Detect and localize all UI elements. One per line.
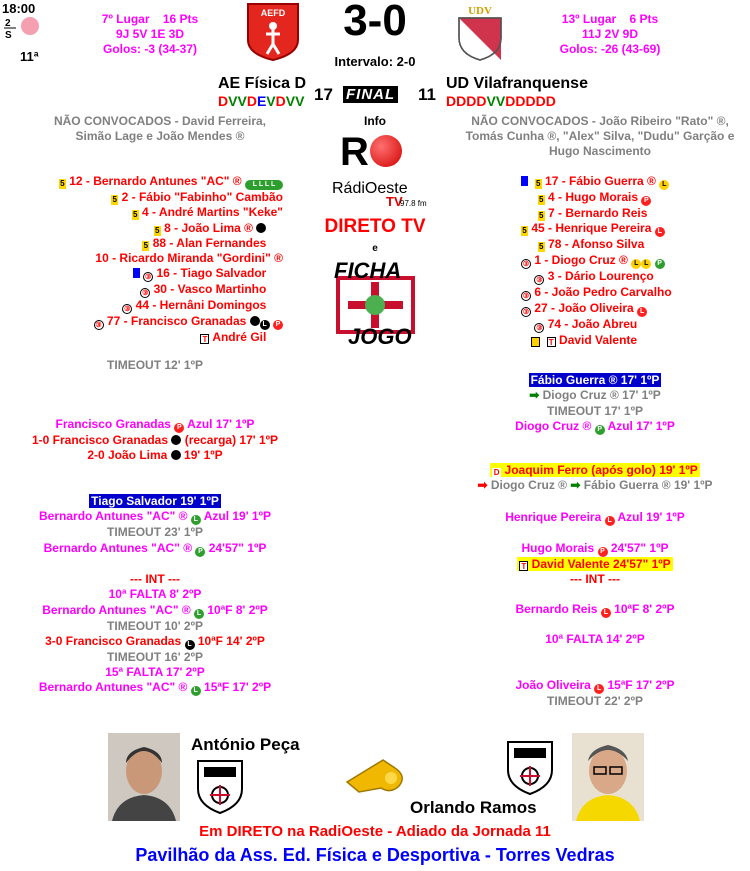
away-events-6: 10ª FALTA 14' 2ºP — [545, 632, 645, 646]
away-lineup — [521, 174, 750, 348]
list-item: T André Gil — [0, 330, 283, 345]
direto-tv-link[interactable]: DIRETO TV — [324, 216, 426, 237]
svg-text:2: 2 — [5, 18, 11, 29]
away-fouls: 11 — [418, 85, 436, 104]
home-events-3: Tiago Salvador 19' 1ºP Bernardo Antunes "AC" ® L Azul 19' 1ºP TIMEOUT 23' 1ºP Bernardo Antunes "AC" ® P 24'57" 1ºP — [39, 494, 271, 555]
form-letter: V — [486, 93, 496, 109]
svg-text:S: S — [5, 30, 12, 40]
list-item: 5 88 - Alan Fernandes — [143, 235, 267, 250]
list-item: 5 7 - Bernardo Reis — [538, 206, 648, 220]
and-label: e — [372, 243, 378, 254]
list-item: 5 17 - Fábio Guerra ® L — [521, 174, 750, 190]
away-events-2: D Joaquim Ferro (após golo) 19' 1ºP ➡ Diogo Cruz ® ➡ Fábio Guerra ® 19' 1ºP — [477, 463, 713, 493]
home-lineup — [0, 174, 283, 346]
away-events: Fábio Guerra ® 17' 1ºP ➡ Diogo Cruz ® 17' 1ºP TIMEOUT 17' 1ºP Diogo Cruz ® P Azul 17' 1ºP — [515, 373, 675, 433]
away-stats: 13º Lugar 6 Pts 11J 2V 9D Golos: -26 (43-69) — [559, 12, 661, 56]
svg-text:AEFD: AEFD — [260, 8, 286, 18]
referee1-photo — [108, 733, 180, 821]
futsal-icon — [21, 17, 39, 35]
referee2-photo — [572, 733, 644, 821]
form-letter: E — [256, 93, 267, 109]
form-letter: V — [266, 93, 276, 109]
home-crest — [246, 2, 300, 65]
away-form — [446, 93, 556, 109]
form-letter: D — [476, 93, 487, 109]
home-not-called: NÃO CONVOCADOS - David Ferreira, Simão Lage e João Mendes ® — [53, 114, 267, 143]
referee1-badge — [190, 755, 250, 818]
list-item: 5 4 - André Martins "Keke" — [132, 205, 283, 220]
form-letter: D — [218, 93, 229, 109]
away-events-7: João Oliveira L 15ªF 17' 2ºP TIMEOUT 22' 2ºP — [515, 678, 675, 708]
form-letter: D — [535, 93, 546, 109]
form-letter: D — [446, 93, 457, 109]
ficha-jogo-link[interactable]: FICHA JOGO — [328, 258, 423, 348]
list-item: ③ 16 - Tiago Salvador — [0, 266, 283, 282]
referee2-name: Orlando Ramos — [410, 798, 537, 817]
radioeste-logo[interactable]: R RádiOeste TV 97.8 fm — [332, 130, 427, 209]
away-crest — [453, 2, 507, 65]
list-item: ③ 1 - Diogo Cruz ® L L P — [521, 253, 750, 269]
list-item: 5 4 - Hugo Morais P — [521, 190, 750, 206]
final-badge: FINAL — [343, 86, 398, 103]
round-number: 11ª — [20, 49, 39, 64]
list-item: T David Valente — [521, 333, 750, 348]
referee1-name: António Peça — [191, 735, 300, 754]
form-letter: D — [515, 93, 526, 109]
home-events-2: Francisco Granadas P Azul 17' 1ºP 1-0 Francisco Granadas (recarga) 17' 1ºP 2-0 João Lima 19' 1ºP — [31, 417, 279, 463]
away-events-3: Henrique Pereira L Azul 19' 1ºP — [505, 510, 685, 524]
home-form — [218, 93, 304, 109]
live-broadcast-info: Em DIRETO na RadiOeste - Adiado da Jornada 11 — [199, 823, 551, 840]
list-item: ③ 27 - João Oliveira L — [521, 301, 750, 317]
final-score: 3-0 — [343, 0, 407, 45]
info-label: Info — [364, 114, 386, 128]
list-item: ③ 77 - Francisco Granadas L P — [0, 314, 283, 330]
list-item: ③ 6 - João Pedro Carvalho — [522, 284, 672, 300]
form-letter: D — [246, 93, 257, 109]
form-letter: D — [525, 93, 536, 109]
list-item: 10 - Ricardo Miranda "Gordini" ® — [95, 251, 283, 266]
list-item: 5 8 - João Lima ® — [0, 221, 283, 236]
list-item: 5 78 - Afonso Silva — [538, 237, 645, 252]
whistle-icon — [343, 752, 409, 799]
match-time: 18:00 — [2, 1, 36, 16]
home-stats: 7º Lugar 16 Pts 9J 5V 1E 3D Golos: -3 (34-37) — [101, 12, 199, 56]
list-item: ③ 3 - Dário Lourenço — [536, 268, 654, 284]
venue: Pavilhão da Ass. Ed. Física e Desportiva - Torres Vedras — [135, 845, 615, 865]
form-letter: V — [495, 93, 506, 109]
form-letter: D — [505, 93, 516, 109]
list-item: ③ 30 - Vasco Martinho — [142, 282, 267, 298]
form-letter: V — [237, 93, 247, 109]
form-letter: V — [295, 93, 305, 109]
away-not-called: NÃO CONVOCADOS - João Ribeiro "Rato" ®, Tomás Cunha ®, "Alex" Silva, "Dudu" Garção e Hugo Nascimento — [465, 114, 735, 158]
svg-text:UDV: UDV — [468, 5, 492, 17]
list-item: ③ 44 - Hernâni Domingos — [124, 298, 267, 314]
list-item: 5 45 - Henrique Pereira L — [521, 221, 750, 237]
form-letter: D — [466, 93, 477, 109]
list-item: 5 12 - Bernardo Antunes "AC" ® L L L L — [0, 174, 283, 190]
list-item: 5 2 - Fábio "Fabinho" Cambão — [112, 190, 283, 204]
halftime-score: Intervalo: 2-0 — [334, 54, 416, 69]
form-letter: D — [456, 93, 467, 109]
form-letter: V — [285, 93, 296, 109]
home-events-4: --- INT --- 10ª FALTA 8' 2ºP Bernardo Antunes "AC" ® L 10ªF 8' 2ºP TIMEOUT 10' 2ºP 3-0 Francisco Granadas L 10ªF 14' 2ºP TIMEOUT 16' 2ºP 15ª FALTA 17' 2ºP Bernardo Antunes "AC" ® L 15ªF 17' 2ºP — [38, 572, 272, 695]
home-events: TIMEOUT 12' 1ºP — [107, 358, 203, 372]
form-letter: D — [275, 93, 286, 109]
referee2-badge — [500, 736, 560, 799]
away-events-5: Bernardo Reis L 10ªF 8' 2ºP — [515, 602, 675, 616]
home-fouls: 17 — [314, 85, 333, 104]
away-team-name: UD Vilafranquense — [446, 75, 588, 92]
home-team-name: AE Física D — [218, 75, 307, 92]
form-letter: D — [545, 93, 556, 109]
form-letter: V — [228, 93, 238, 109]
list-item: ③ 74 - João Abreu — [536, 316, 638, 332]
away-events-4: Hugo Morais P 24'57" 1ºP T David Valente 24'57" 1ºP --- INT --- — [440, 541, 750, 588]
